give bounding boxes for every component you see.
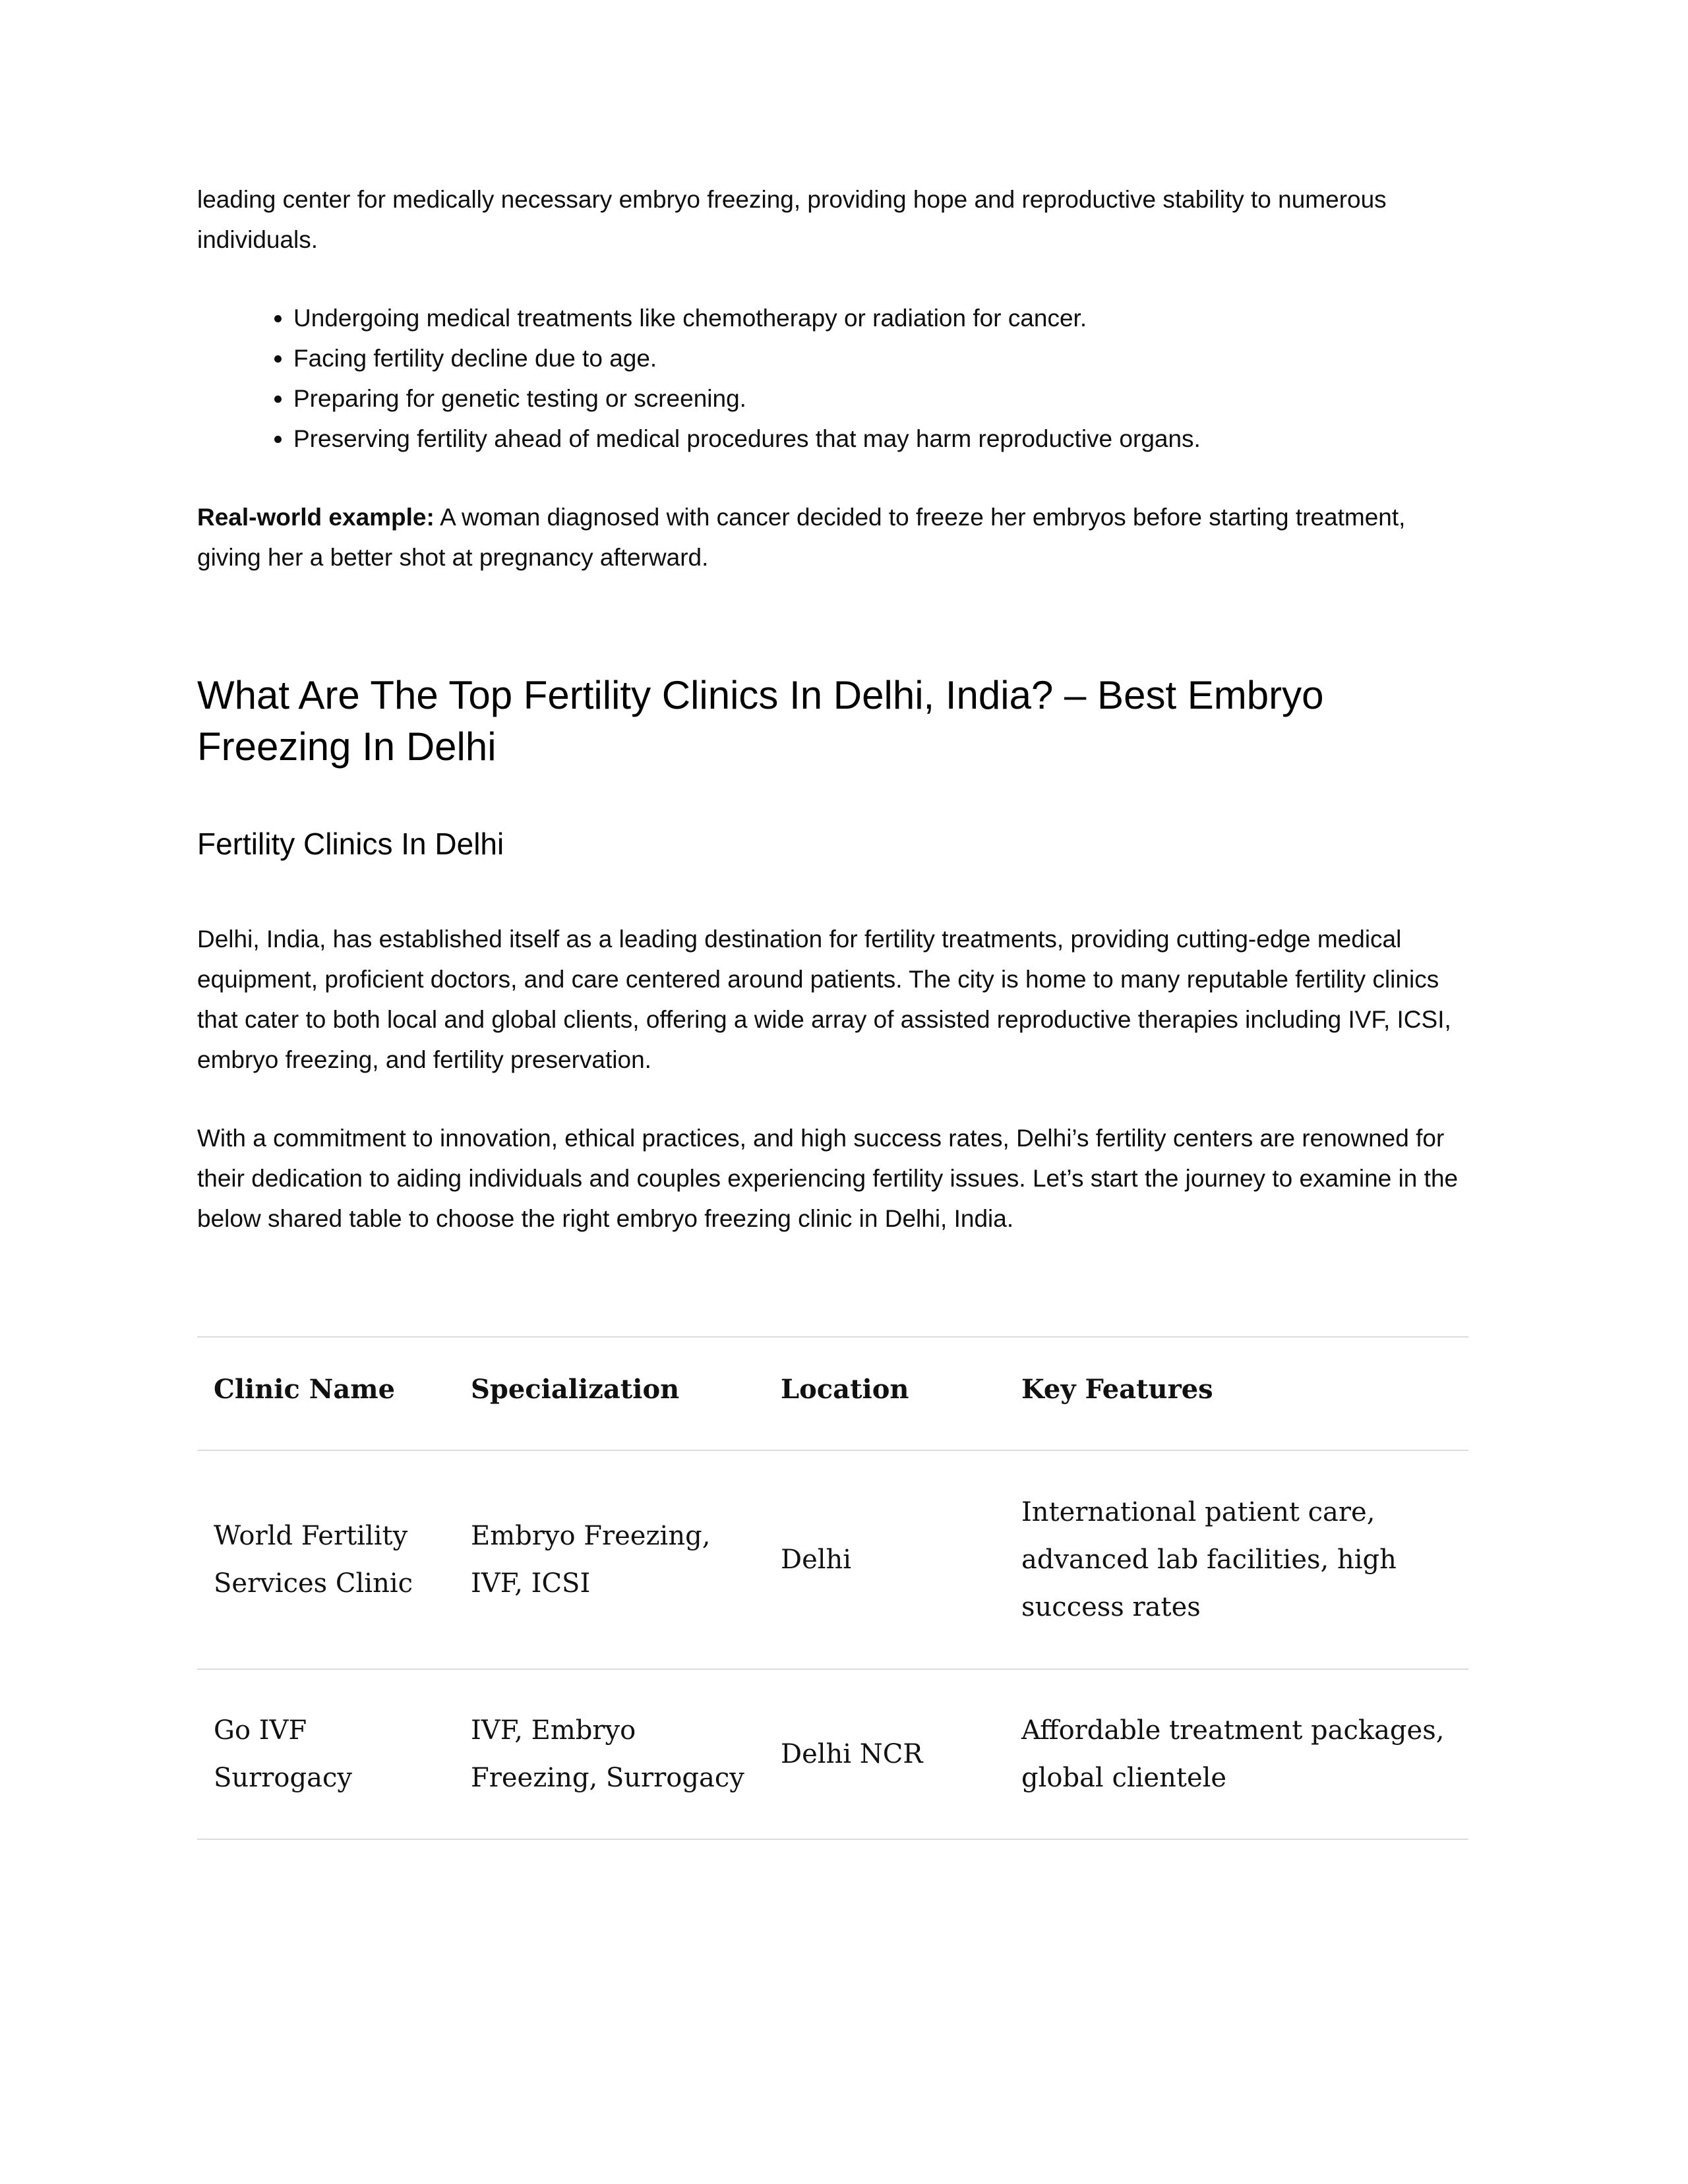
table-cell-key-features: International patient care, advanced lab facilities, high success rates: [1021, 1497, 1397, 1622]
bullet-item: • Preparing for genetic testing or screening.: [293, 378, 1471, 419]
clinics-table: [197, 1336, 1468, 1840]
section-heading: What Are The Top Fertility Clinics In Delhi, India? – Best Embryo Freezing In Delhi: [197, 673, 1324, 769]
table-cell-specialization: IVF, Embryo Freezing, Surrogacy: [471, 1715, 744, 1793]
table-cell-location: Delhi: [781, 1545, 852, 1575]
clinics-intro-paragraph: Delhi, India, has established itself as a leading destination for fertility treatments, providing cutting-edge medical equipment, proficient doctors, and care centered around patients. The city is home to many reputable fertility clinics that cater to both local and global clients, offering a wide array of assisted reproductive therapies including IVF, ICSI, embryo freezing, and fertility preservation.: [197, 926, 1451, 1073]
continuation-paragraph: leading center for medically necessary embryo freezing, providing hope and reproductive stability to numerous individuals.: [197, 186, 1387, 253]
table-row: [197, 1669, 1468, 1839]
table-cell-clinic-name: World Fertility Services Clinic: [214, 1521, 413, 1599]
table-cell-clinic-name: Go IVF Surrogacy: [214, 1715, 352, 1793]
table-cell-key-features: Affordable treatment packages, global clientele: [1021, 1715, 1445, 1793]
bullet-list: [197, 298, 1471, 459]
bullet-item: • Preserving fertility ahead of medical procedures that may harm reproductive organs.: [293, 419, 1471, 459]
column-header-clinic-name: Clinic Name: [214, 1374, 396, 1405]
table-header-row: [197, 1337, 1468, 1450]
table-cell-location: Delhi NCR: [781, 1739, 923, 1769]
bullet-item: • Undergoing medical treatments like chemotherapy or radiation for cancer.: [293, 298, 1471, 338]
article-content: [197, 179, 1471, 1840]
bullet-item: • Facing fertility decline due to age.: [293, 338, 1471, 378]
column-header-key-features: Key Features: [1021, 1374, 1213, 1405]
example-paragraph: [197, 497, 1471, 577]
sub-heading: Fertility Clinics In Delhi: [197, 827, 504, 861]
example-label: Real-world example:: [197, 504, 435, 531]
column-header-specialization: Specialization: [471, 1374, 680, 1405]
column-header-location: Location: [781, 1374, 909, 1405]
example-text: A woman diagnosed with cancer decided to freeze her embryos before starting treatment, giving her a better shot at pregnancy afterward.: [197, 504, 1406, 571]
table-cell-specialization: Embryo Freezing, IVF, ICSI: [471, 1521, 711, 1599]
clinics-commitment-paragraph: With a commitment to innovation, ethical practices, and high success rates, Delhi’s fertility centers are renowned for their dedication to aiding individuals and couples experiencing fertility issues. Let’s start the journey to examine in the below shared table to choose the right embryo freezing clinic in Delhi, India.: [197, 1125, 1459, 1232]
table-row: [197, 1450, 1468, 1669]
